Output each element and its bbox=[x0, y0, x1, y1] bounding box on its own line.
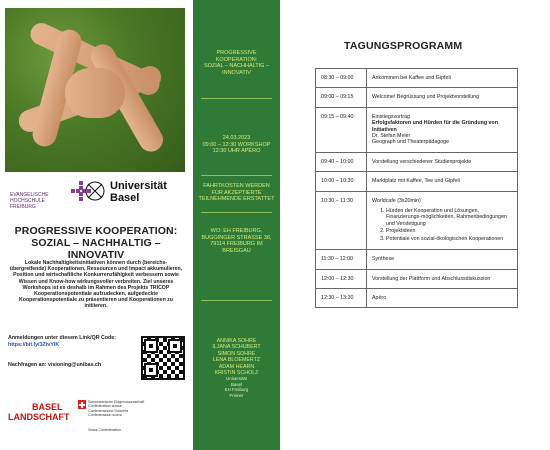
table-row: 09:40 – 10:00 Vorstellung verschiedener Studienprojekte bbox=[316, 152, 518, 171]
organizer-name: ANNIKA SOHRE bbox=[216, 338, 257, 344]
swiss-confederation-footer: Swiss Confederation bbox=[88, 428, 121, 432]
organizer-name: KRISTIN SCHOLZ bbox=[214, 370, 259, 377]
divider bbox=[201, 175, 272, 176]
table-row: 10:30 – 11:30 Worldcafe (3x20min) 1. Hürden der Kooperation und Lösungen, Finanzierungs-möglichkeiten, Rahmenbedingungen und Verstetigung 2. Projektideen 3. Potentiale von sozial-ökologischen Kooperationen bbox=[316, 191, 518, 249]
organizer-name: ILJANA SCHUBERT bbox=[212, 344, 261, 351]
registration-info: Anmeldungen unter diesem Link/QR Code: https://bit.ly/3ZtvYIK bbox=[8, 335, 126, 348]
contact-line: Nachfragen an: visioning@unibas.ch bbox=[8, 362, 102, 368]
table-row: 12:00 – 12:30 Vorstellung der Plattform und Abschlussdiskussion bbox=[316, 269, 518, 288]
swiss-cross-icon bbox=[78, 400, 86, 409]
mid-organizers: ANNIKA SOHRE ILJANA SCHUBERT SIMON SOHRE LENA BLOEMERTZ ADAM HEARN KRISTIN SCHOLZ Universität Basel EH Freiburg Freiner bbox=[197, 338, 276, 398]
divider bbox=[201, 212, 272, 213]
divider bbox=[201, 98, 272, 99]
swiss-confederation-logo: Schweizerische Eidgenossenschaft Confédération suisse Confederazione Svizzera Confederaziun svizra bbox=[88, 400, 144, 418]
unibas-logo: Universität Basel bbox=[110, 180, 167, 204]
organizer-name: LENA BLOEMERTZ bbox=[212, 357, 261, 364]
hands-photo bbox=[5, 8, 185, 172]
mid-header: PROGRESSIVE KOOPERATION: SOZIAL – NACHHALTIG – INNOVATIV bbox=[203, 50, 270, 76]
middle-panel bbox=[193, 0, 280, 450]
table-row: 09:00 – 09:15 Welcome! Begrüssung und Projektvorstellung bbox=[316, 88, 518, 107]
divider bbox=[201, 300, 272, 301]
mid-costs-block: FAHRTKOSTEN WERDEN FÜR AKZEPTIERTE TEILNEHMENDE ERSTATTET bbox=[198, 183, 275, 203]
left-panel bbox=[0, 0, 190, 450]
logos bbox=[10, 178, 185, 218]
program-title: TAGUNGSPROGRAMM bbox=[344, 40, 463, 52]
table-row: 08:30 – 09:00 Ankommen bei Kaffee und Gipfeli bbox=[316, 69, 518, 88]
lead-text: Lokale Nachhaltigkeitsinitiativen können durch (bereichs-übergreifende) Kooperationen, Ressourcen und Impact akkumulieren, Position und wirtschaftliche Konkurrenzfähigkeit verbessern sowie Wissen und Know-how wirkungsvoller verbreiten. Ziel unseres Workshops ist es deshalb im Rahmen des Projekts TRICOP Kooperationspotentiale aufzudecken, aufgedeckte Kooperationspotentiale zu präsentieren und Kooperationen zu initiieren. bbox=[9, 260, 183, 310]
table-row: 09:15 – 09:40 Einstiegsvortrag Erfolgsfaktoren und Hürden für die Gründung von Initiativen Dr. Stefan Meier Geograph und Theaterpädagoge bbox=[316, 107, 518, 152]
basel-landschaft-logo: BASEL LANDSCHAFT bbox=[8, 402, 70, 422]
left-title: PROGRESSIVE KOOPERATION: SOZIAL – NACHHALTIG – INNOVATIV bbox=[14, 225, 178, 261]
registration-link[interactable]: https://bit.ly/3ZtvYIK bbox=[8, 341, 60, 348]
mid-location-block: WO: EH FREIBURG, BUGGINGER STRASSE 38, 79114 FREIBURG IM BREISGAU bbox=[201, 228, 272, 254]
organizer-name: SIMON SOHRE bbox=[217, 350, 256, 357]
mid-date-block: 24.03.2023 09:00 – 12:30 WORKSHOP 12:30 UHR APÉRO bbox=[202, 135, 271, 155]
program-table bbox=[315, 68, 518, 308]
table-row: 12:30 – 13:30 Apéro bbox=[316, 288, 518, 307]
organizer-name: ADAM HEARN bbox=[218, 363, 255, 370]
table-row: 11:30 – 12:00 Synthese bbox=[316, 250, 518, 269]
qr-code[interactable] bbox=[141, 336, 185, 380]
program-panel bbox=[300, 0, 550, 450]
unibas-emblem-icon bbox=[84, 180, 106, 202]
table-row: 10:00 – 10:30 Marktplatz mit Kaffee, Tee und Gipfeli bbox=[316, 172, 518, 191]
evh-logo: EVANGELISCHE HOCHSCHULE FREIBURG bbox=[10, 192, 70, 210]
